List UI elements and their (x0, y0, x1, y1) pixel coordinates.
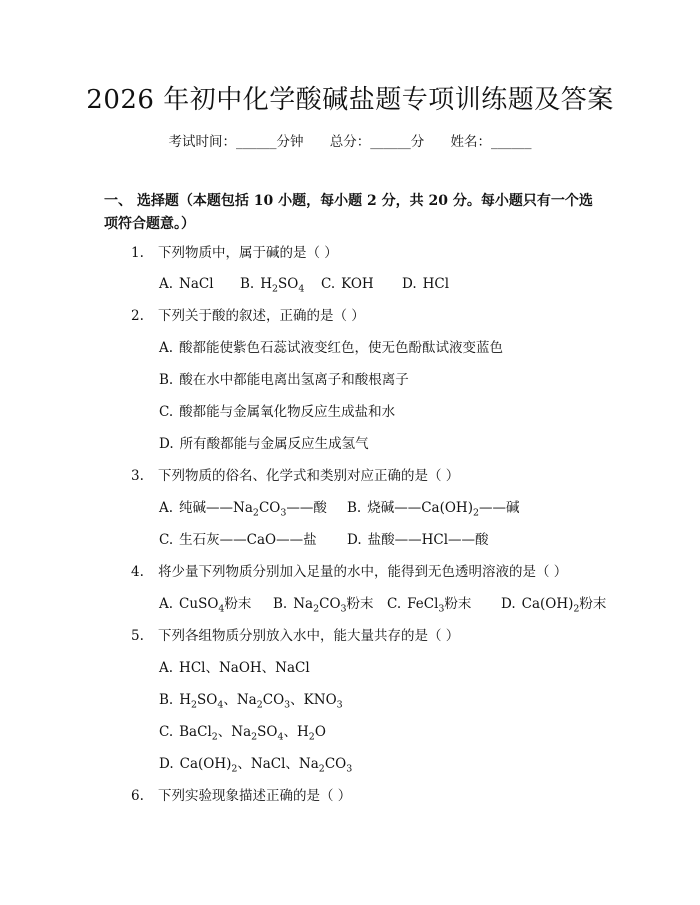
q3-option-d (347, 530, 489, 550)
time-unit: 分钟 (276, 134, 304, 150)
time-label: 考试时间： (168, 134, 236, 150)
option-letter: D. (159, 756, 174, 772)
option-text: O (314, 724, 326, 740)
option-letter: D. (402, 276, 417, 292)
exam-meta (0, 132, 700, 152)
option-text: 粉末 (444, 596, 472, 612)
q5-option-a (159, 658, 310, 678)
exam-time (168, 134, 303, 150)
question-6 (131, 786, 351, 806)
subscript: 2 (231, 763, 238, 775)
subscript: 3 (438, 603, 445, 615)
option-text: 纯碱——Na (179, 500, 253, 516)
option-letter: A. (159, 500, 174, 516)
option-letter: C. (159, 724, 174, 740)
subscript: 2 (573, 603, 580, 615)
question-2 (131, 306, 365, 326)
name-blank: ______ (491, 134, 532, 150)
subscript: 4 (218, 603, 225, 615)
option-letter: B. (159, 692, 174, 708)
option-text: CuSO (179, 596, 219, 612)
q5-option-b (159, 690, 343, 710)
time-blank: ______ (235, 134, 277, 150)
subscript: 2 (472, 507, 479, 519)
subscript: 2 (256, 699, 263, 711)
option-letter: C. (159, 532, 174, 548)
q1-options (159, 274, 449, 294)
option-text: 酸都能与金属氧化物反应生成盐和水 (179, 404, 396, 420)
option-letter: D. (347, 532, 362, 548)
option-text: 酸都能使紫色石蕊试液变红色，使无色酚酞试液变蓝色 (179, 340, 504, 356)
option-text: SO (197, 692, 218, 708)
option-text: 粉末 (224, 596, 252, 612)
q2-option-b (159, 370, 409, 390)
q1-option-b (240, 274, 321, 294)
question-4 (131, 562, 567, 582)
subscript: 2 (191, 699, 198, 711)
option-text: 所有酸都能与金属反应生成氢气 (179, 436, 369, 452)
q4-options (159, 594, 606, 614)
option-text: CO (262, 692, 285, 708)
q1-option-d (402, 274, 449, 294)
q3-option-c (159, 530, 347, 550)
option-text: Na (293, 596, 314, 612)
question-stem: 下列实验现象描述正确的是（ ） (158, 788, 352, 804)
subscript: 2 (211, 731, 218, 743)
q4-option-d (501, 594, 606, 614)
option-text: 、Na (223, 692, 257, 708)
q3-options-cd (159, 530, 489, 550)
question-number: 6. (131, 788, 144, 804)
subscript: 2 (313, 603, 320, 615)
option-letter: A. (159, 276, 174, 292)
subscript: 3 (280, 507, 287, 519)
q1-option-a (159, 274, 240, 294)
option-text: Ca(OH) (521, 596, 574, 612)
exam-name (451, 134, 532, 150)
section-heading: 一、 选择题（本题包括 10 小题，每小题 2 分，共 20 分。每小题只有一个选项符合题意。） (104, 193, 593, 232)
q2-option-d (159, 434, 369, 454)
q3-options-ab (159, 498, 520, 518)
option-text: NaCl (179, 276, 214, 292)
question-number: 1. (131, 245, 144, 261)
option-letter: D. (501, 596, 516, 612)
option-text: 粉末 (579, 596, 607, 612)
option-text: 生石灰——CaO——盐 (179, 532, 317, 548)
option-text: 酸在水中都能电离出氢离子和酸根离子 (179, 372, 409, 388)
subscript: 3 (284, 699, 291, 711)
question-stem: 下列物质的俗名、化学式和类别对应正确的是（ ） (158, 468, 460, 484)
option-text: H (179, 692, 191, 708)
option-text: ——碱 (479, 500, 520, 516)
option-letter: A. (159, 596, 174, 612)
q2-option-a (159, 338, 503, 358)
option-text: CO (324, 756, 347, 772)
page-title: 2026 年初中化学酸碱盐题专项训练题及答案 (86, 85, 614, 115)
subscript: 2 (252, 507, 259, 519)
option-letter: C. (321, 276, 336, 292)
option-letter: B. (240, 276, 255, 292)
option-text: 、KNO (290, 692, 337, 708)
option-letter: B. (347, 500, 362, 516)
q2-option-c (159, 402, 395, 422)
question-1 (131, 243, 338, 263)
question-number: 5. (131, 628, 144, 644)
score-unit: 分 (410, 134, 425, 150)
option-text: BaCl (179, 724, 212, 740)
question-stem: 下列各组物质分别放入水中，能大量共存的是（ ） (158, 628, 460, 644)
option-text: SO (278, 276, 299, 292)
option-letter: C. (159, 404, 174, 420)
question-number: 4. (131, 564, 144, 580)
q4-option-a (159, 594, 273, 614)
option-text: 、Na (217, 724, 252, 740)
q4-option-c (387, 594, 501, 614)
option-letter: A. (159, 340, 174, 356)
option-letter: A. (159, 660, 174, 676)
option-text: 烧碱——Ca(OH) (367, 500, 473, 516)
option-letter: D. (159, 436, 174, 452)
option-text: 盐酸——HCl——酸 (367, 532, 489, 548)
option-text: 、H (283, 724, 309, 740)
option-text: KOH (341, 276, 374, 292)
question-stem: 下列关于酸的叙述，正确的是（ ） (158, 308, 365, 324)
option-text: 粉末 (346, 596, 374, 612)
question-5 (131, 626, 459, 646)
q5-option-d (159, 754, 352, 774)
subscript: 4 (277, 731, 284, 743)
score-blank: ______ (370, 134, 411, 150)
subscript: 3 (336, 699, 343, 711)
option-text: Ca(OH) (179, 756, 232, 772)
option-text: ——酸 (286, 500, 327, 516)
question-stem: 将少量下列物质分别加入足量的水中，能得到无色透明溶液的是（ ） (158, 564, 568, 580)
option-text: CO (258, 500, 281, 516)
question-3 (131, 466, 459, 486)
option-text: FeCl (407, 596, 439, 612)
question-number: 2. (131, 308, 144, 324)
option-text: H (260, 276, 272, 292)
subscript: 4 (217, 699, 224, 711)
option-text: 、NaCl、Na (237, 756, 319, 772)
name-label: 姓名： (450, 134, 492, 150)
score-label: 总分： (329, 134, 371, 150)
q3-option-b (347, 498, 520, 518)
subscript: 3 (340, 603, 347, 615)
option-letter: C. (387, 596, 402, 612)
subscript: 2 (318, 763, 325, 775)
subscript: 2 (272, 283, 279, 295)
exam-score (330, 134, 425, 150)
option-text: HCl、NaOH、NaCl (179, 660, 310, 676)
subscript: 4 (298, 283, 305, 295)
option-text: SO (257, 724, 278, 740)
q4-option-b (273, 594, 387, 614)
question-number: 3. (131, 468, 144, 484)
option-text: CO (319, 596, 341, 612)
q3-option-a (159, 498, 347, 518)
subscript: 3 (346, 763, 353, 775)
question-stem: 下列物质中，属于碱的是（ ） (158, 245, 338, 261)
q1-option-c (321, 274, 402, 294)
q5-option-c (159, 722, 326, 742)
subscript: 2 (308, 731, 315, 743)
option-letter: B. (273, 596, 288, 612)
subscript: 2 (251, 731, 258, 743)
option-text: HCl (422, 276, 450, 292)
option-letter: B. (159, 372, 174, 388)
